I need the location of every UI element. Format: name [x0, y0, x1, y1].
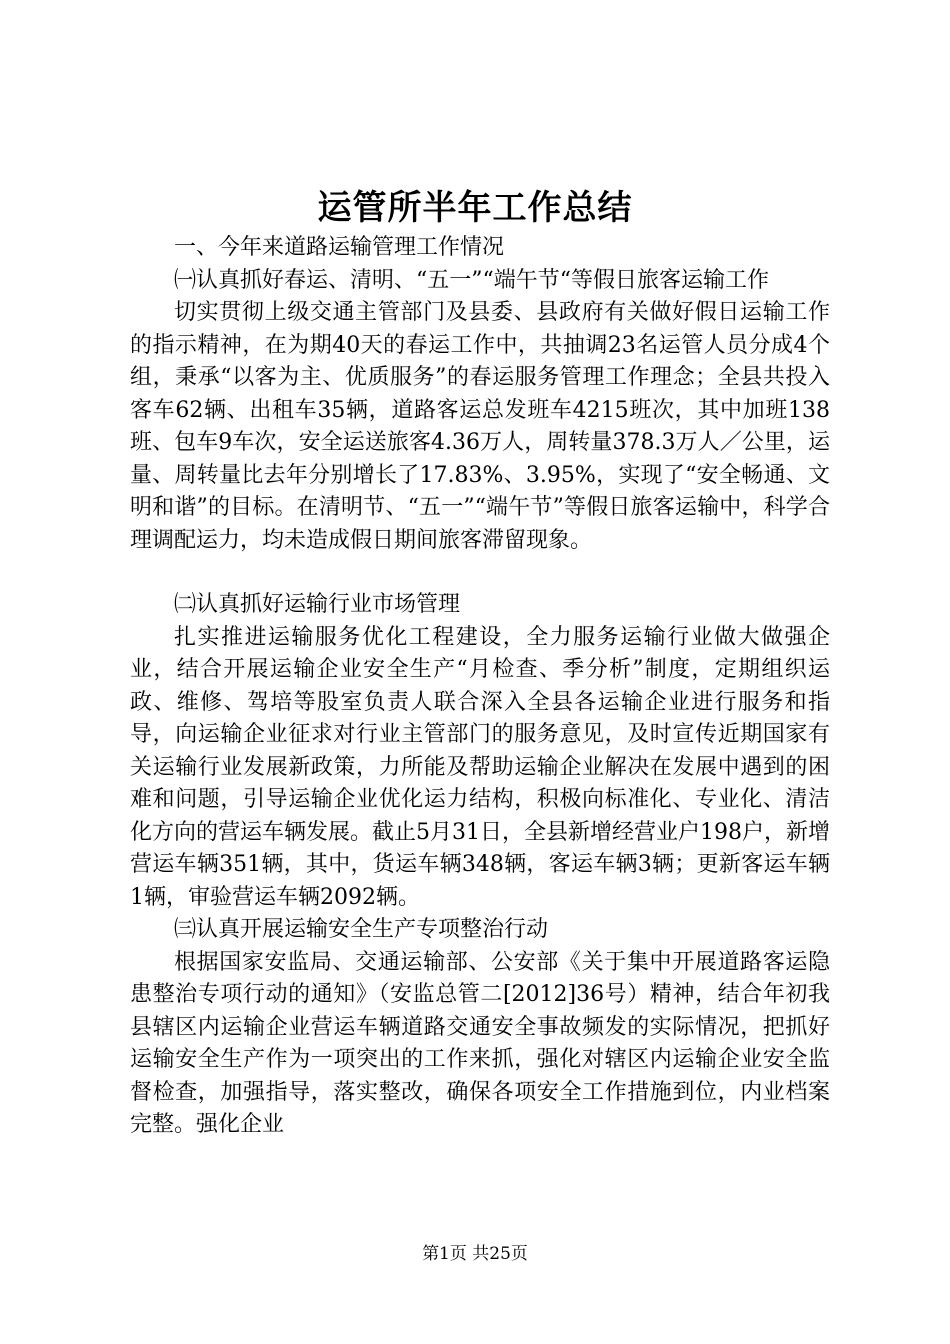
sub2-heading: ㈡认真抓好运输行业市场管理	[174, 592, 461, 617]
document-body	[130, 232, 830, 1142]
sub1-paragraph: 切实贯彻上级交通主管部门及县委、县政府有关做好假日运输工作的指示精神，在为期40天的春运工作中，共抽调23名运管人员分成4个组，秉承“以客为主、优质服务”的春运服务管理工作理念；全县共投入客车62辆、出租车35辆，道路客运总发班车4215班次，其中加班138班、包车9车次，安全运送旅客4.36万人，周转量378.3万人／公里，运量、周转量比去年分别增长了17.83%、3.95%，实现了“安全畅通、文明和谐”的目标。在清明节、“五一”“端午节”等假日旅客运输中，科学合理调配运力，均未造成假日期间旅客滞留现象。	[130, 300, 830, 553]
section1-heading: 一、今年来道路运输管理工作情况	[174, 235, 505, 260]
sub2-paragraph: 扎实推进运输服务优化工程建设，全力服务运输行业做大做强企业，结合开展运输企业安全生产“月检查、季分析”制度，定期组织运政、维修、驾培等股室负责人联合深入全县各运输企业进行服务和指导，向运输企业征求对行业主管部门的服务意见，及时宣传近期国家有关运输行业发展新政策，力所能及帮助运输企业解决在发展中遇到的困难和问题，引导运输企业优化运力结构，积极向标准化、专业化、清洁化方向的营运车辆发展。截止5月31日，全县新增经营业户198户，新增营运车辆351辆，其中，货运车辆348辆，客运车辆3辆；更新客运车辆1辆，审验营运车辆2092辆。	[130, 624, 830, 910]
paragraph-gap	[130, 557, 830, 589]
sub1-heading: ㈠认真抓好春运、清明、“五一”“端午节“等假日旅客运输工作	[174, 267, 769, 293]
document-title: 运管所半年工作总结	[317, 188, 633, 228]
page-footer: 第1页 共25页	[422, 1244, 528, 1264]
sub3-paragraph: 根据国家安监局、交通运输部、公安部《关于集中开展道路客运隐患整治专项行动的通知》（安监总管二[2012]36号）精神，结合年初我县辖区内运输企业营运车辆道路交通安全事故频发的实际情况，把抓好运输安全生产作为一项突出的工作来抓，强化对辖区内运输企业安全监督检查，加强指导，落实整改，确保各项安全工作措施到位，内业档案完整。强化企业	[130, 949, 830, 1137]
sub3-heading: ㈢认真开展运输安全生产专项整治行动	[174, 917, 549, 942]
